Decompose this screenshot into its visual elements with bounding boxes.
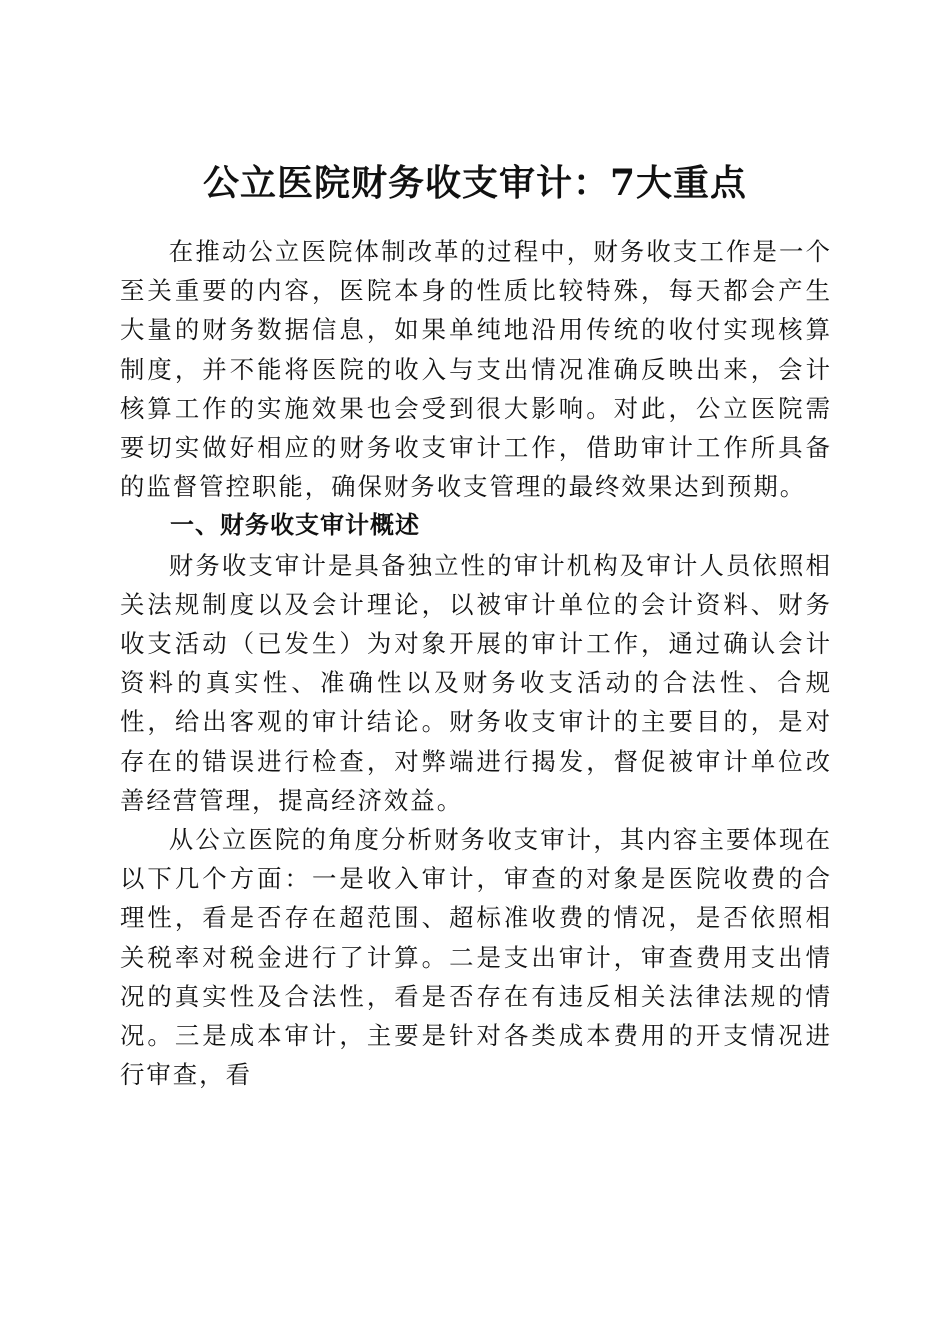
paragraph-intro: 在推动公立医院体制改革的过程中，财务收支工作是一个至关重要的内容，医院本身的性质比较特殊，每天都会产生大量的财务数据信息，如果单纯地沿用传统的收付实现核算制度，并不能将医院的收入与支出情况准确反映出来，会计核算工作的实施效果也会受到很大影响。对此，公立医院需要切实做好相应的财务收支审计工作，借助审计工作所具备的监督管控职能，确保财务收支管理的最终效果达到预期。 [120, 237, 832, 502]
document-body [120, 232, 832, 1094]
paragraph-definition: 财务收支审计是具备独立性的审计机构及审计人员依照相关法规制度以及会计理论，以被审计单位的会计资料、财务收支活动（已发生）为对象开展的审计工作，通过确认会计资料的真实性、准确性以及财务收支活动的合法性、合规性，给出客观的审计结论。财务收支审计的主要目的，是对存在的错误进行检查，对弊端进行揭发，督促被审计单位改善经营管理，提高经济效益。 [120, 550, 832, 815]
document-title: 公立医院财务收支审计：7大重点 [202, 162, 748, 205]
paragraph-content-areas: 从公立医院的角度分析财务收支审计，其内容主要体现在以下几个方面：一是收入审计，审查的对象是医院收费的合理性，看是否存在超范围、超标准收费的情况，是否依照相关税率对税金进行了计算。二是支出审计，审查费用支出情况的真实性及合法性，看是否存在有违反相关法律法规的情况。三是成本审计，主要是针对各类成本费用的开支情况进行审查，看 [120, 825, 832, 1090]
section-heading-overview: 一、财务收支审计概述 [170, 511, 420, 540]
